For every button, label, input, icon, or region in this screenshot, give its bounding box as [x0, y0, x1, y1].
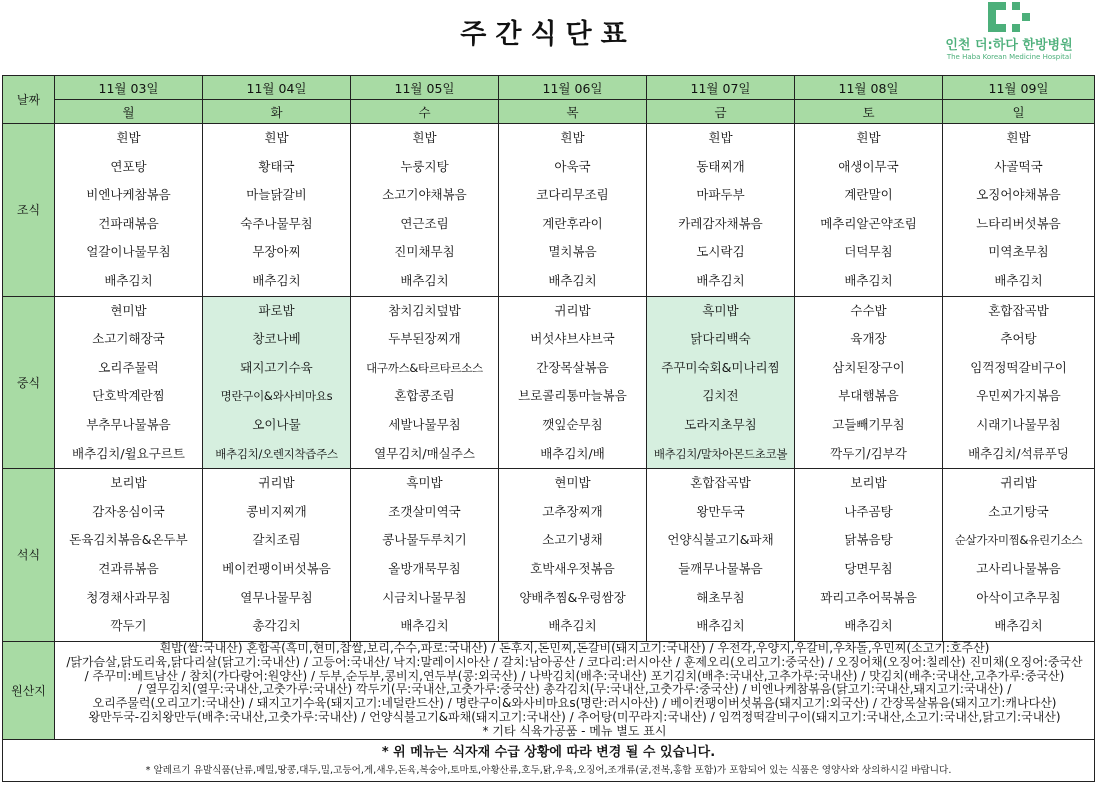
- menu-item: 명란구이&와사비마요s: [220, 389, 333, 404]
- origin-label: 원산지: [3, 641, 55, 739]
- menu-item: 귀리밥: [258, 475, 295, 491]
- menu-item: 견과류볶음: [98, 560, 159, 576]
- menu-item: 연근조림: [400, 215, 449, 231]
- logo-english: The Haba Korean Medicine Hospital: [946, 53, 1072, 61]
- menu-item: 보리밥: [850, 475, 887, 491]
- menu-item: 청경채사과무침: [86, 589, 171, 605]
- menu-item: 버섯샤브샤브국: [530, 331, 615, 347]
- menu-item: 누룽지탕: [400, 158, 449, 174]
- menu-item: 도시락김: [696, 244, 745, 260]
- menu-item: 혼합콩조림: [394, 388, 455, 404]
- menu-item: 순살가자미찜&유린기소스: [954, 533, 1083, 548]
- menu-item: 닭다리백숙: [690, 331, 751, 347]
- dinner-menu-cell: [943, 469, 1095, 642]
- origin-line: 오리주물럭(오리고기:국내산) / 돼지고기수육(돼지고기:네덜란드산) / 명란구이&와사비마요s(명란:러시아산) / 베이컨팽이버섯볶음(돼지고기:외국산) / 간장목살볶음(돼지고기:캐나다산): [92, 696, 1057, 711]
- menu-item: 느타리버섯볶음: [976, 215, 1061, 231]
- menu-item: 해초무침: [696, 589, 745, 605]
- day-date: 11월 06일: [499, 76, 647, 100]
- origin-line: 흰밥(쌀:국내산) 혼합곡(흑미,현미,찹쌀,보리,수수,파로:국내산) / 돈후지,돈민찌,돈갈비(돼지고기:국내산) / 우전각,우양지,우갈비,우차돌,우민찌(소고기:호주산): [159, 640, 990, 655]
- menu-item: 배추김치: [994, 272, 1043, 288]
- day-of-week: 월: [55, 100, 203, 124]
- menu-item: 주꾸미숙회&미나리찜: [661, 359, 780, 375]
- breakfast-menu-cell: [647, 124, 795, 297]
- menu-item: 황태국: [258, 158, 295, 174]
- dinner-menu-cell: [351, 469, 499, 642]
- breakfast-label: 조식: [3, 124, 55, 297]
- menu-item: 돼지고기수육: [240, 359, 313, 375]
- menu-item: 마늘닭갈비: [246, 187, 307, 203]
- logo-mark-icon: [986, 2, 1032, 32]
- menu-item: 도라지초무침: [684, 416, 757, 432]
- menu-item: 건파래볶음: [98, 215, 159, 231]
- origin-line: / 주꾸미:베트남산 / 참치(가다랑어:원양산) / 두부,순두부,콩비지,연두부(콩:외국산) / 나박김치(배추:국내산) 포기김치(배추:국내산,고추가루:국내산) / 맛김치(배추:국내산,고추가루:중국산): [84, 668, 1065, 683]
- menu-item: 부추무나물볶음: [86, 416, 171, 432]
- lunch-menu-cell: [499, 296, 647, 469]
- origin-line: /닭가슴살,닭도리육,닭다리살(닭고기:국내산) / 고등어:국내산/ 낙지:말레이시아산 / 갈치:남아공산 / 코다리:러시아산 / 훈제오리(오리고기:중국산) / 오징어채(오징어:칠레산) 진미채(오징어:중국산: [66, 654, 1083, 669]
- menu-item: 보리밥: [110, 475, 147, 491]
- day-of-week: 화: [203, 100, 351, 124]
- breakfast-menu-cell: [795, 124, 943, 297]
- menu-item: 고추장찌개: [542, 503, 603, 519]
- menu-item: 열무김치/매실주스: [374, 445, 475, 461]
- dinner-menu-cell: [795, 469, 943, 642]
- menu-item: 시금치나물무침: [382, 589, 467, 605]
- menu-item: 진미채무침: [394, 244, 455, 260]
- menu-item: 배추김치/석류푸딩: [968, 445, 1069, 461]
- lunch-menu-cell: [647, 296, 795, 469]
- menu-item: 언양식불고기&파채: [667, 532, 774, 548]
- menu-item: 호박새우젓볶음: [530, 560, 615, 576]
- menu-item: 혼합잡곡밥: [988, 302, 1049, 318]
- menu-item: 비엔나케참볶음: [86, 187, 171, 203]
- menu-item: 당면무침: [844, 560, 893, 576]
- origin-line: / 열무김치(열무:국내산,고춧가루:국내산) 깍두기(무:국내산,고춧가루:중국산) 총각김치(무:국내산,고춧가루:중국산) / 비엔나케참볶음(닭고기:국내산,돼지고기:국내산) /: [137, 682, 1012, 697]
- lunch-menu-cell: [795, 296, 943, 469]
- menu-item: 고사리나물볶음: [976, 560, 1061, 576]
- menu-item: 단호박계란찜: [92, 388, 165, 404]
- lunch-menu-cell: [351, 296, 499, 469]
- menu-item: 마파두부: [696, 187, 745, 203]
- logo-name: 인천 더:하다 한방병원: [945, 38, 1073, 53]
- menu-item: 흑미밥: [406, 475, 443, 491]
- day-date: 11월 04일: [203, 76, 351, 100]
- menu-item: 계란후라이: [542, 215, 603, 231]
- menu-item: 메추리알곤약조림: [820, 215, 917, 231]
- menu-item: 코다리무조림: [536, 187, 609, 203]
- breakfast-menu-cell: [499, 124, 647, 297]
- menu-item: 육개장: [850, 331, 887, 347]
- notice-allergy: * 알레르기 유발식품(난류,메밀,땅콩,대두,밀,고등어,게,새우,돈육,복숭아,토마토,아황산류,호두,닭,우육,오징어,조개류(굴,전복,홍합 포함)가 포함되어 있는 식품은 영양사와 상의하시길 바랍니다.: [145, 765, 952, 777]
- menu-item: 배추김치: [252, 272, 301, 288]
- day-date: 11월 08일: [795, 76, 943, 100]
- menu-item: 시래기나물무침: [976, 416, 1061, 432]
- menu-item: 흰밥: [264, 130, 289, 145]
- menu-item: 흰밥: [412, 130, 437, 145]
- menu-item: 배추김치/윌요구르트: [72, 445, 185, 461]
- lunch-menu-cell: [943, 296, 1095, 469]
- day-of-week: 금: [647, 100, 795, 124]
- menu-item: 계란말이: [844, 187, 893, 203]
- dinner-menu-cell: [203, 469, 351, 642]
- menu-item: 오징어야채볶음: [976, 187, 1061, 203]
- breakfast-menu-cell: [203, 124, 351, 297]
- menu-item: 깍두기: [110, 618, 147, 634]
- menu-item: 미역초무침: [988, 244, 1049, 260]
- menu-item: 흰밥: [116, 130, 141, 145]
- day-of-week: 목: [499, 100, 647, 124]
- dinner-menu-cell: [55, 469, 203, 642]
- menu-item: 우민찌가지볶음: [976, 388, 1061, 404]
- menu-item: 조갯살미역국: [388, 503, 461, 519]
- menu-item: 콩나물두루치기: [382, 532, 467, 548]
- day-of-week: 토: [795, 100, 943, 124]
- dinner-label: 석식: [3, 469, 55, 642]
- menu-item: 두부된장찌개: [388, 331, 461, 347]
- menu-item: 추어탕: [1000, 331, 1037, 347]
- menu-item: 감자옹심이국: [92, 503, 165, 519]
- breakfast-menu-cell: [943, 124, 1095, 297]
- menu-item: 배추김치: [696, 618, 745, 634]
- breakfast-menu-cell: [55, 124, 203, 297]
- menu-item: 참치김치덮밥: [388, 302, 461, 318]
- menu-item: 나주곰탕: [844, 503, 893, 519]
- menu-item: 배추김치: [400, 618, 449, 634]
- day-date: 11월 03일: [55, 76, 203, 100]
- menu-item: 더덕무침: [844, 244, 893, 260]
- breakfast-menu-cell: [351, 124, 499, 297]
- menu-item: 카레감자채볶음: [678, 215, 763, 231]
- origin-info: [55, 641, 1095, 739]
- menu-item: 흰밥: [560, 130, 585, 145]
- notice: [3, 740, 1095, 782]
- menu-item: 깻잎순무침: [542, 416, 603, 432]
- menu-item: 삼치된장구이: [832, 359, 905, 375]
- menu-item: 돈육김치볶음&온두부: [69, 532, 188, 548]
- menu-item: 올방개묵무침: [388, 560, 461, 576]
- menu-item: 콩비지찌개: [246, 503, 307, 519]
- menu-item: 임꺽정떡갈비구이: [970, 359, 1067, 375]
- menu-item: 수수밥: [850, 302, 887, 318]
- menu-item: 사골떡국: [994, 158, 1043, 174]
- menu-item: 소고기야채볶음: [382, 187, 467, 203]
- weekly-menu-table: [2, 75, 1095, 782]
- menu-item: 대구까스&타르타르소스: [366, 360, 483, 375]
- lunch-label: 중식: [3, 296, 55, 469]
- menu-item: 꽈리고추어묵볶음: [820, 589, 917, 605]
- menu-item: 귀리밥: [554, 302, 591, 318]
- menu-item: 세발나물무침: [388, 416, 461, 432]
- menu-item: 애생이무국: [838, 158, 899, 174]
- menu-item: 왕만두국: [696, 503, 745, 519]
- menu-item: 오리주물럭: [98, 359, 159, 375]
- day-date: 11월 07일: [647, 76, 795, 100]
- menu-item: 부대햄볶음: [838, 388, 899, 404]
- day-date: 11월 05일: [351, 76, 499, 100]
- menu-item: 현미밥: [554, 475, 591, 491]
- menu-item: 배추김치: [994, 618, 1043, 634]
- page-title: 주간식단표: [460, 19, 636, 50]
- menu-item: 배추김치: [548, 272, 597, 288]
- menu-item: 아삭이고추무침: [976, 589, 1061, 605]
- menu-item: 현미밥: [110, 302, 147, 318]
- menu-item: 멸치볶음: [548, 244, 597, 260]
- menu-item: 배추김치/말차아몬드초코볼: [653, 446, 788, 461]
- menu-item: 귀리밥: [1000, 475, 1037, 491]
- lunch-menu-cell: [55, 296, 203, 469]
- menu-item: 총각김치: [252, 618, 301, 634]
- origin-line: * 기타 식육가공품 - 메뉴 별도 표시: [482, 724, 667, 739]
- menu-item: 배추김치: [400, 272, 449, 288]
- menu-item: 베이컨팽이버섯볶음: [222, 560, 331, 576]
- day-date: 11월 09일: [943, 76, 1095, 100]
- menu-item: 동태찌개: [696, 158, 745, 174]
- menu-item: 소고기해장국: [92, 331, 165, 347]
- menu-item: 소고기냉채: [542, 532, 603, 548]
- menu-item: 연포탕: [110, 158, 147, 174]
- menu-item: 흰밥: [856, 130, 881, 145]
- menu-item: 닭볶음탕: [844, 532, 893, 548]
- origin-line: 왕만두국-김치왕만두(배추:국내산,고춧가루:국내산) / 언양식불고기&파채(돼지고기:국내산) / 추어탕(미꾸라지:국내산) / 임꺽정떡갈비구이(돼지고기:국내산,소고기:국내산,닭고기:국내산): [88, 710, 1061, 725]
- menu-item: 배추김치: [696, 272, 745, 288]
- menu-item: 간장목살볶음: [536, 359, 609, 375]
- menu-item: 배추김치/배: [540, 445, 605, 461]
- menu-item: 숙주나물무침: [240, 215, 313, 231]
- menu-item: 열무나물무침: [240, 589, 313, 605]
- menu-item: 배추김치: [548, 618, 597, 634]
- menu-item: 혼합잡곡밥: [690, 475, 751, 491]
- menu-item: 양배추찜&우렁쌈장: [519, 589, 626, 605]
- day-of-week: 일: [943, 100, 1095, 124]
- menu-item: 얼갈이나물무침: [86, 244, 171, 260]
- menu-item: 소고기탕국: [988, 503, 1049, 519]
- menu-item: 창코나베: [252, 331, 301, 347]
- menu-item: 파로밥: [258, 302, 295, 318]
- menu-item: 흰밥: [708, 130, 733, 145]
- date-label: 날짜: [3, 76, 55, 124]
- hospital-logo: [934, 2, 1084, 62]
- menu-item: 흰밥: [1006, 130, 1031, 145]
- dinner-menu-cell: [647, 469, 795, 642]
- menu-item: 갈치조림: [252, 532, 301, 548]
- menu-item: 들깨무나물볶음: [678, 560, 763, 576]
- menu-item: 흑미밥: [702, 302, 739, 318]
- lunch-menu-cell: [203, 296, 351, 469]
- menu-item: 오이나물: [252, 416, 301, 432]
- menu-item: 고들빼기무침: [832, 416, 905, 432]
- menu-item: 김치전: [702, 388, 739, 404]
- menu-item: 브로콜리통마늘볶음: [518, 388, 627, 404]
- menu-item: 배추김치/오렌지착즙주스: [215, 446, 338, 461]
- menu-item: 배추김치: [844, 618, 893, 634]
- menu-item: 아욱국: [554, 158, 591, 174]
- menu-item: 배추김치: [104, 272, 153, 288]
- day-of-week: 수: [351, 100, 499, 124]
- dinner-menu-cell: [499, 469, 647, 642]
- notice-main: * 위 메뉴는 식자재 수급 상황에 따라 변경 될 수 있습니다.: [381, 745, 716, 761]
- menu-item: 배추김치: [844, 272, 893, 288]
- menu-item: 깍두기/김부각: [830, 445, 907, 461]
- menu-item: 무장아찌: [252, 244, 301, 260]
